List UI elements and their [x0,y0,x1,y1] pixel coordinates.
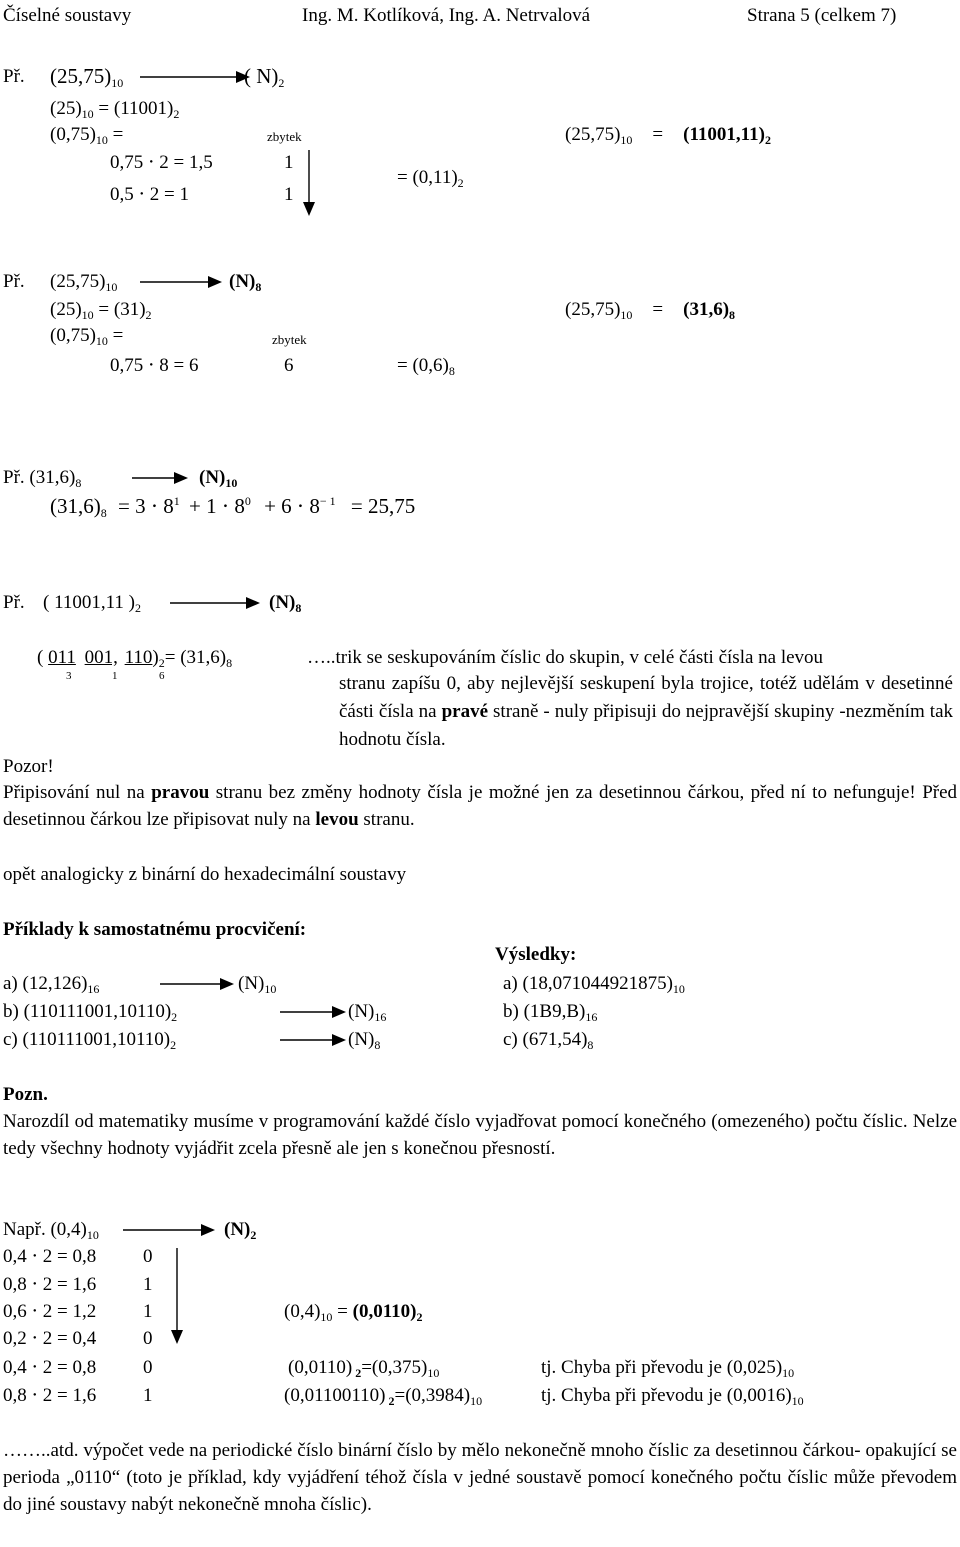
ex4-digit-6: 6 [159,670,165,682]
napr-row: 0,8 ⋅ 2 = 1,6 [3,1385,97,1406]
exercise-c: c) $(110111001,10110)_2$ [3,1029,177,1052]
ex2-label: Př. [3,271,25,292]
exercise-a-target: $(N)_{10}$ [238,973,277,996]
ex1-frac-result: = $(0,11)_2$ [397,167,464,190]
result-a: a) $(18,071044921875)_{10}$ [503,973,685,996]
result-c: c) $(671,54)_8$ [503,1029,594,1052]
napr-result-2: (0,0110) $_2=(0,375)_{10}$ [288,1357,440,1380]
napr-rem: 1 [143,1385,153,1406]
ex2-frac-part: $(0,75)_{10}$ = [50,325,124,348]
napr-row: 0,2 ⋅ 2 = 0,4 [3,1328,97,1349]
napr-result-1: $(0,4)_{10} = (0,0110)_2$ [284,1301,423,1324]
napr-row: 0,4 ⋅ 2 = 0,8 [3,1246,97,1267]
atd-text: ……..atd. výpočet vede na periodické číslo binární číslo by mělo nekonečně mnoho číslic za desetinnou čárkou- opakující se perioda „0110“ (toto je příklad, kdy vyjádření téhož čísla v jedné soustavě pomocí konečného počtu číslic může převodem do jiné soustavy nabýt nekonečně mnoha číslic). [3,1440,957,1515]
ex1-source: $(25,75)_{10}$ [50,64,124,90]
arrow-down-icon [302,150,316,216]
ex4-trik-text: stranu zapíšu 0, aby nejlevější seskupení byla trojice, totéž udělám v desetinné části čísla na pravé straně - nuly připisuji do nejpravější skupiny -nezměním tak hodnotu čísla. [339,673,954,750]
ex4-source: ( 11001,11 )$_2$ [43,592,141,615]
arrow-right-icon [132,471,188,485]
opet-text: opět analogicky z binární do hexadecimální soustavy [3,864,407,885]
arrow-right-icon [140,70,250,84]
ex2-rem-1: 6 [284,355,294,376]
arrow-down-icon [170,1248,184,1344]
ex1-mult-2: 0,5 ⋅ 2 = 1 [110,184,189,205]
ex4-target: $(N)_8$ [269,592,302,615]
ex4-label: Př. [3,592,25,613]
pozn-text: Narozdíl od matematiky musíme v programování každé číslo vyjadřovat pomocí konečného (omezeného) počtu číslic. Nelze tedy všechny hodnoty vyjádřit zcela přesně ale jen s konečnou přesností. [3,1111,957,1159]
napr-error-2: tj. Chyba při převodu je $(0,025)_{10}$ [541,1357,795,1380]
ex1-target: ( $N)_2$ [244,64,285,90]
arrow-right-icon [123,1223,215,1237]
ex1-rem-2: 1 [284,184,294,205]
exercise-a: a) $(12,126)_{16}$ [3,973,100,996]
napr-rem: 0 [143,1328,153,1349]
ex1-frac-part: $(0,75)_{10}$ = [50,124,124,147]
ex4-grouping: ( 011 001, $110)_2= (31,6)_8$ [37,647,233,670]
results-title: Výsledky: [495,944,577,965]
ex1-zbytek: zbytek [267,129,302,144]
header-right: Strana 5 (celkem 7) [747,5,897,26]
ex2-frac-result: = $(0,6)_8$ [397,355,455,378]
napr-result-3: (0,01100110) $_2=(0,3984)_{10}$ [284,1385,483,1408]
exercises-title: Příklady k samostatnému procvičení: [3,919,307,940]
exercise-c-target: $(N)_8$ [348,1029,381,1052]
napr-header: Např. $(0,4)_{10}$ [3,1219,99,1242]
arrow-right-icon [160,977,234,991]
napr-rem: 1 [143,1301,153,1322]
result-b: b) $(1B9,B)_{16}$ [503,1001,598,1024]
ex2-int-part: $(25)_{10} = (31)_2$ [50,299,152,322]
pozor-text: Připisování nul na pravou stranu bez změny hodnoty čísla je možné jen za desetinnou čárkou, před ní to nefunguje! Před desetinnou čárkou lze připisovat nuly na levou stranu. [3,782,958,830]
arrow-right-icon [170,596,260,610]
ex2-zbytek: zbytek [272,332,307,347]
ex4-digit-1: 1 [112,670,118,682]
ex2-mult-1: 0,75 ⋅ 8 = 6 [110,355,199,376]
pozn-title: Pozn. [3,1084,48,1105]
napr-target: $(N)_2$ [224,1219,257,1242]
arrow-right-icon [140,275,222,289]
header-center: Ing. M. Kotlíková, Ing. A. Netrvalová [302,5,591,26]
napr-row: 0,6 ⋅ 2 = 1,2 [3,1301,97,1322]
exercise-b: b) $(110111001,10110)_2$ [3,1001,178,1024]
arrow-right-icon [280,1033,346,1047]
ex3-header: Př. $(31,6)_8$ [3,467,82,490]
pozor-title: Pozor! [3,756,54,777]
exercise-b-target: $(N)_{16}$ [348,1001,387,1024]
napr-row: 0,4 ⋅ 2 = 0,8 [3,1357,97,1378]
napr-error-3: tj. Chyba při převodu je $(0,0016)_{10}$ [541,1385,804,1408]
ex1-label: Př. [3,66,25,87]
ex2-target: $(N)_8$ [229,271,262,294]
ex1-int-part: $(25)_{10} = (11001)_2$ [50,98,180,121]
ex1-rem-1: 1 [284,152,294,173]
ex3-formula: $(31,6)_8 = 3 \cdot 8^1 + 1 \cdot 8^0 + 6 \cdot 8^{- 1} = 25,75$ [50,494,416,520]
napr-rem: 1 [143,1274,153,1295]
header-left: Číselné soustavy [3,5,132,26]
arrow-right-icon [280,1005,346,1019]
ex4-digit-3: 3 [66,670,72,682]
ex2-source: $(25,75)_{10}$ [50,271,118,294]
napr-rem: 0 [143,1246,153,1267]
ex1-mult-1: 0,75 ⋅ 2 = 1,5 [110,152,213,173]
ex1-result: $(25,75)_{10} = (11001,11)_2$ [565,124,771,147]
napr-rem: 0 [143,1357,153,1378]
napr-row: 0,8 ⋅ 2 = 1,6 [3,1274,97,1295]
ex2-result: $(25,75)_{10} = (31,6)_8$ [565,299,736,322]
ex3-target: $(N)_{10}$ [199,467,238,490]
ex4-trik-lead: …..trik se seskupováním číslic do skupin, v celé části čísla na levou [307,647,824,668]
